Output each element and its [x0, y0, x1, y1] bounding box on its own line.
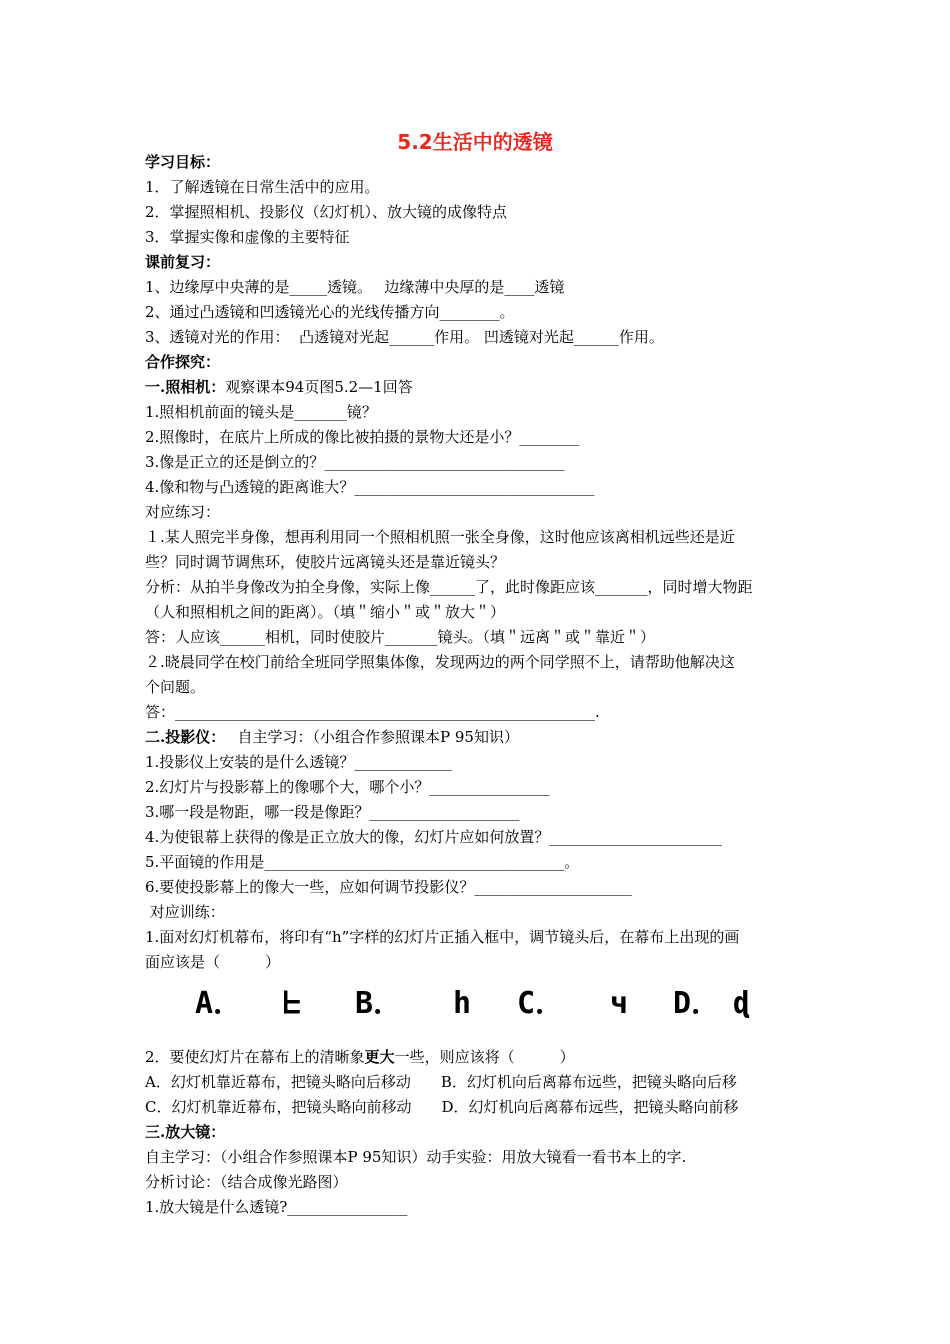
- review-item: 3、透镜对光的作用： 凸透镜对光起______作用。 凹透镜对光起______作用。: [145, 328, 664, 346]
- q2-text-end: 一些，则应该将（ ）: [394, 1048, 575, 1066]
- projector-q1-line: 1.面对幻灯机幕布，将印有“h”字样的幻灯片正插入框中，调节镜头后，在幕布上出现的画: [145, 928, 740, 946]
- goal-item: 2．掌握照相机、投影仪（幻灯机）、放大镜的成像特点: [145, 203, 508, 221]
- projector-question: 1.投影仪上安装的是什么透镜？_____________: [145, 753, 452, 771]
- magnifier-line: 分析讨论：（结合成像光路图）: [145, 1173, 348, 1191]
- q2-option-row: C．幻灯机靠近幕布，把镜头略向前移动 D．幻灯机向后离幕布远些，把镜头略向前移: [145, 1098, 739, 1116]
- camera-question: 1.照相机前面的镜头是_______镜？: [145, 403, 377, 421]
- choice-c-glyph: ч: [610, 986, 629, 1021]
- camera-practice-line: 答：人应该______相机，同时使胶片_______镜头。（填＂远离＂或＂靠近＂）: [145, 628, 656, 646]
- goal-item: 3．掌握实像和虚像的主要特征: [145, 228, 350, 246]
- choice-c-label: C．: [517, 986, 566, 1021]
- goal-item: 1．了解透镜在日常生活中的应用。: [145, 178, 380, 196]
- choice-d-glyph: ɖ: [733, 986, 752, 1021]
- projector-question: 6.要使投影幕上的像大一些，应如何调节投影仪？_____________________: [145, 878, 632, 896]
- choice-row: [195, 984, 775, 1024]
- explore-heading: 合作探究：: [145, 353, 221, 371]
- camera-practice-line: 个问题。: [145, 678, 206, 696]
- magnifier-line: 自主学习：（小组合作参照课本P 95知识）动手实验：用放大镜看一看书本上的字.: [145, 1148, 687, 1166]
- camera-practice-line: １.某人照完半身像，想再利用同一个照相机照一张全身像，这时他应该离相机远些还是近: [145, 528, 735, 546]
- camera-question: 4.像和物与凸透镜的距离谁大？________________________________: [145, 478, 595, 496]
- projector-intro: 自主学习：（小组合作参照课本P 95知识）: [217, 728, 519, 746]
- choice-a-label: A．: [195, 986, 244, 1021]
- camera-practice-line: 些？同时调节调焦环，使胶片远离镜头还是靠近镜头？: [145, 553, 506, 571]
- review-item: 1、边缘厚中央薄的是_____透镜。 边缘薄中央厚的是____透镜: [145, 278, 565, 296]
- review-item: 2、通过凸透镜和凹透镜光心的光线传播方向________。: [145, 303, 515, 321]
- camera-practice-line: 分析：从拍半身像改为拍全身像，实际上像______了，此时像距应该_______，同时增大物距: [145, 578, 753, 596]
- projector-question: 3.哪一段是物距，哪一段是像距？____________________: [145, 803, 520, 821]
- magnifier-line: 1.放大镜是什么透镜?________________: [145, 1198, 408, 1216]
- camera-practice-line: ２.晓晨同学在校门前给全班同学照集体像，发现两边的两个同学照不上，请帮助他解决这: [145, 653, 735, 671]
- camera-practice-line: （人和照相机之间的距离）。（填＂缩小＂或＂放大＂）: [145, 603, 506, 621]
- camera-section-line: [145, 377, 413, 397]
- choice-d-label: D．: [673, 986, 722, 1021]
- camera-answer-line: 答：________________________________________________________.: [145, 703, 600, 721]
- camera-intro: 观察课本94页图5.2—1回答: [225, 378, 413, 396]
- camera-question: 3.像是正立的还是倒立的？________________________________: [145, 453, 565, 471]
- review-heading: 课前复习：: [145, 253, 221, 271]
- projector-question: 2.幻灯片与投影幕上的像哪个大，哪个小？________________: [145, 778, 550, 796]
- camera-heading: 一.照相机：: [145, 378, 226, 396]
- magnifier-heading: 三.放大镜：: [145, 1123, 226, 1141]
- choice-b-label: B．: [355, 986, 404, 1021]
- projector-section-line: [145, 727, 519, 747]
- projector-q2: [145, 1047, 575, 1067]
- projector-q1-line: 面应该是（ ）: [145, 953, 281, 971]
- q2-option-row: A．幻灯机靠近幕布，把镜头略向后移动 B．幻灯机向后离幕布远些，把镜头略向后移: [145, 1073, 737, 1091]
- projector-training-heading: 对应训练：: [145, 903, 225, 921]
- projector-heading: 二.投影仪：: [145, 728, 218, 746]
- choice-b-glyph: h: [453, 986, 472, 1021]
- page-title: 5.2生活中的透镜: [397, 130, 553, 154]
- camera-question: 2.照像时，在底片上所成的像比被拍摄的景物大还是小？________: [145, 428, 580, 446]
- goals-heading: 学习目标：: [145, 153, 221, 171]
- projector-question: 5.平面镜的作用是________________________________________。: [145, 853, 580, 871]
- choice-a-glyph: ᖶ: [283, 986, 301, 1021]
- q2-text-start: 2．要使幻灯片在幕布上的清晰象: [145, 1048, 365, 1066]
- projector-question: 4.为使银幕上获得的像是正立放大的像，幻灯片应如何放置？_______________________: [145, 828, 722, 846]
- q2-emphasis: 更大: [364, 1048, 395, 1066]
- camera-practice-heading: 对应练习：: [145, 503, 221, 521]
